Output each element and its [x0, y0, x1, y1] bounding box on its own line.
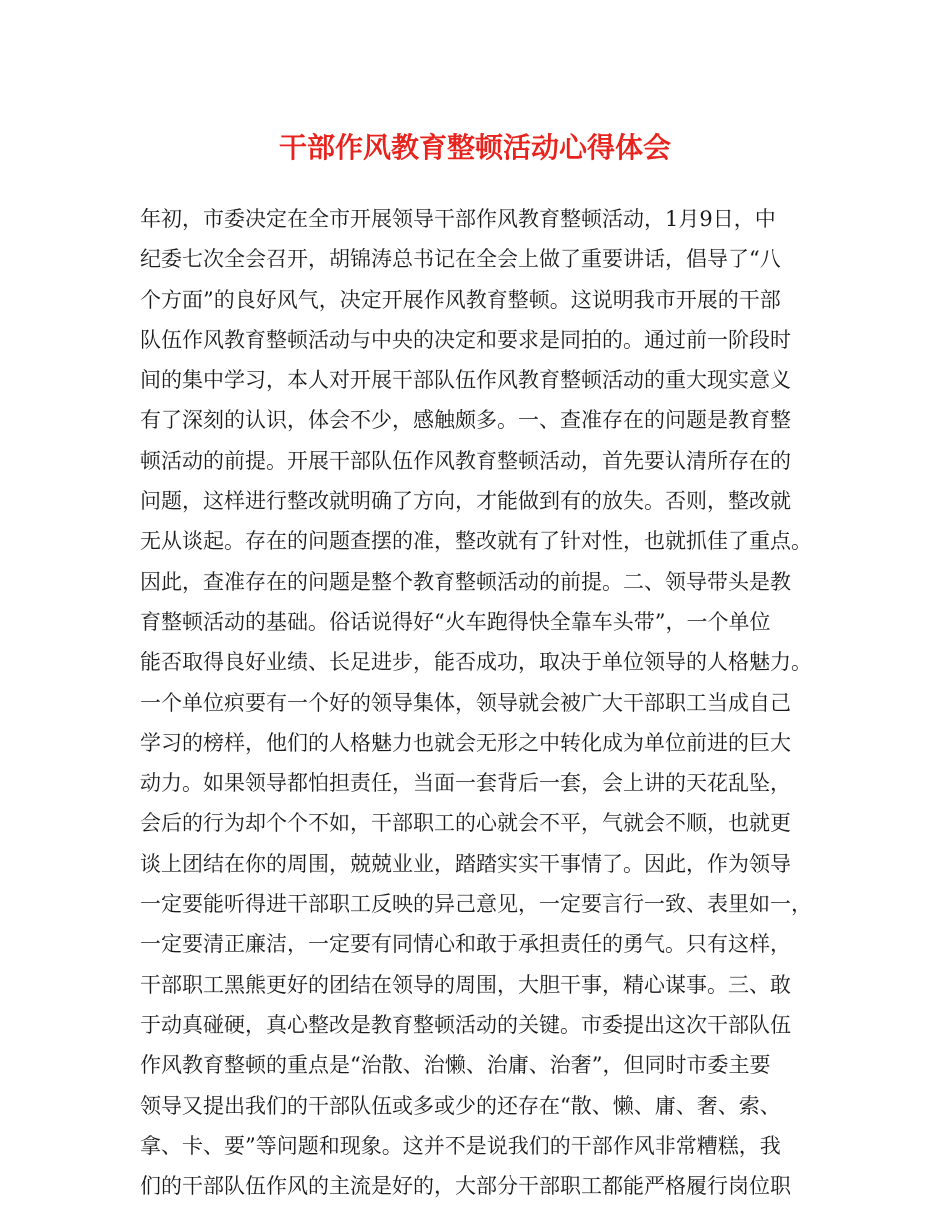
document-body — [140, 199, 830, 1206]
body-line: 会后的行为却个个不如，干部职工的心就会不平，气就会不顺，也就更 — [140, 811, 791, 836]
body-line: 问题，这样进行整改就明确了方向，才能做到有的放失。否则，整改就 — [140, 489, 791, 514]
body-line: 学习的榜样，他们的人格魅力也就会无形之中转化成为单位前进的巨大 — [140, 730, 791, 755]
body-line: 一个单位疻要有一个好的领导集体，领导就会被广大干部职工当成自己 — [140, 690, 791, 715]
body-line: 领导又提出我们的干部队伍或多或少的还存在“散、懒、庸、奢、索、 — [140, 1093, 781, 1118]
body-line: 年初，市委决定在全市开展领导干部作风教育整顿活动，1月9日，中 — [140, 207, 776, 231]
body-line: 有了深刻的认识，体会不少，感触颇多。一、查准存在的问题是教育整 — [140, 408, 791, 433]
body-line: 作风教育整顿的重点是“治散、治懒、治庸、治奢”，但同时市委主要 — [140, 1053, 771, 1078]
document-title: 干部作风教育整顿活动心得体会 — [278, 131, 671, 164]
body-line: 纪委七次全会召开，胡锦涛总书记在全会上做了重要讲话，倡导了“八 — [140, 247, 781, 272]
body-line: 间的集中学习，本人对开展干部队伍作风教育整顿活动的重大现实意义 — [140, 368, 791, 393]
body-line: 无从谈起。存在的问题查摆的准，整改就有了针对性，也就抓佳了重点。 — [140, 529, 812, 554]
body-line: 干部职工黑熊更好的团结在领导的周围，大胆干事，精心谋事。三、敢 — [140, 972, 791, 997]
body-line: 顿活动的前提。开展干部队伍作风教育整顿活动，首先要认清所存在的 — [140, 448, 791, 473]
body-line: 拿、卡、要”等问题和现象。这并不是说我们的干部作风非常糟糕，我 — [140, 1133, 781, 1158]
body-line: 一定要能听得进干部职工反映的异己意见，一定要言行一致、表里如一， — [140, 892, 812, 917]
body-line: 队伍作风教育整顿活动与中央的决定和要求是同拍的。通过前一阶段时 — [140, 327, 791, 352]
body-line: 个方面”的良好风气，决定开展作风教育整顿。这说明我市开展的干部 — [140, 287, 781, 312]
body-line: 一定要清正廉洁，一定要有同情心和敢于承担责任的勇气。只有这样， — [140, 932, 791, 957]
body-line: 因此，查准存在的问题是整个教育整顿活动的前提。二、领导带头是教 — [140, 569, 791, 594]
body-line: 于动真碰硬，真心整改是教育整顿活动的关键。市委提出这次干部队伍 — [140, 1012, 791, 1037]
body-line: 能否取得良好业绩、长足进步，能否成功，取决于单位领导的人格魅力。 — [140, 650, 812, 675]
body-line: 们的干部队伍作风的主流是好的，大部分干部职工都能严格履行岗位职 — [140, 1174, 791, 1199]
body-line: 育整顿活动的基础。俗话说得好“火车跑得快全靠车头带”，一个单位 — [140, 609, 771, 634]
body-line: 动力。如果领导都怕担责任，当面一套背后一套，会上讲的天花乱坠， — [140, 771, 791, 796]
body-line: 谈上团结在你的周围，兢兢业业，踏踏实实干事情了。因此，作为领导 — [140, 851, 791, 876]
